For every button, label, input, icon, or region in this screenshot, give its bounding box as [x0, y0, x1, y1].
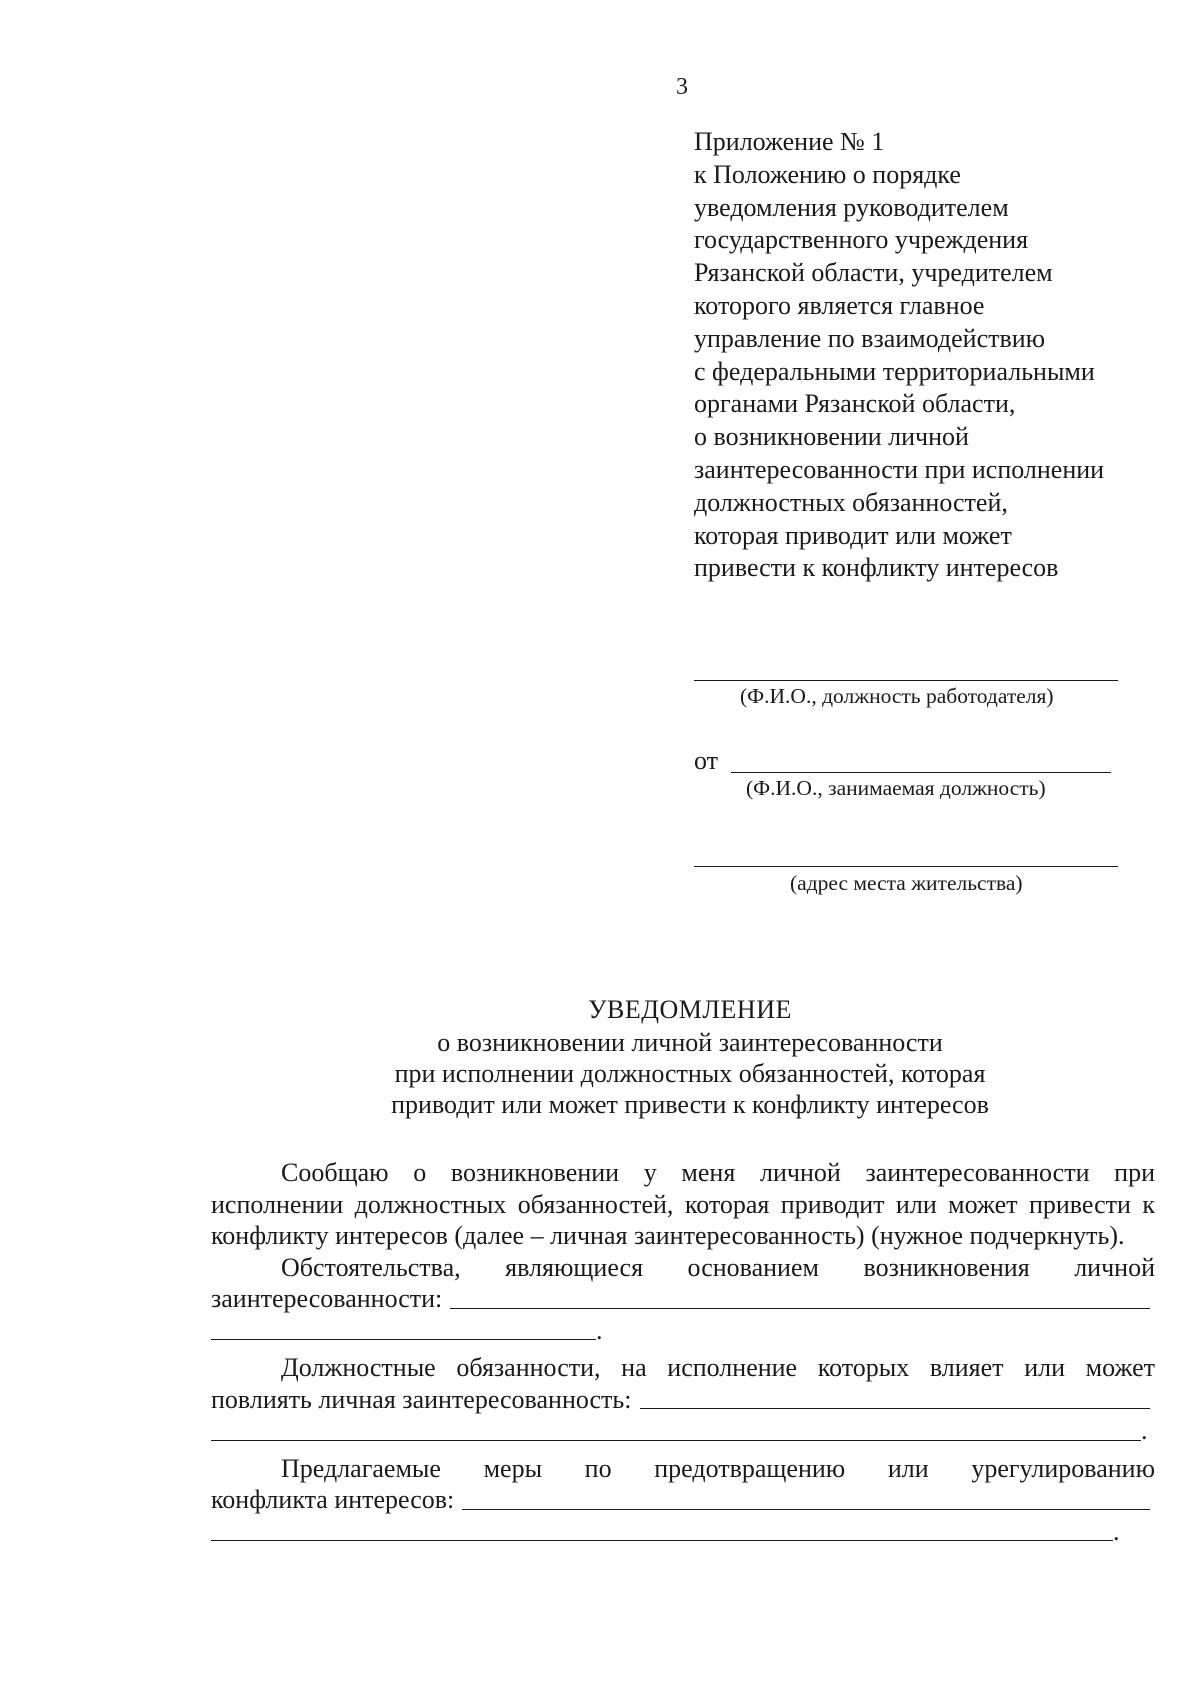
measures-row: [211, 1484, 1155, 1516]
title-heading: УВЕДОМЛЕНИЕ: [588, 995, 792, 1024]
paragraph-duties: Должностные обязанности, на исполнение которых влияет или может: [281, 1353, 1155, 1382]
address-blank-line: [694, 866, 1118, 867]
duties-row: [211, 1384, 1155, 1416]
annex-line: должностных обязанностей,: [694, 487, 1008, 517]
annex-line: уведомления руководителем: [694, 192, 1009, 222]
document-title: [280, 993, 1100, 1120]
measures-blank-line-2[interactable]: [211, 1540, 1113, 1541]
annex-line: которого является главное: [694, 290, 985, 320]
annex-line: Рязанской области, учредителем: [694, 258, 1053, 288]
paragraph-circumstances: Обстоятельства, являющиеся основанием возникновения личной: [281, 1252, 1155, 1282]
measures-blank-line[interactable]: [462, 1509, 1150, 1510]
duties-continuation: [211, 1415, 1155, 1447]
circumstances-blank-line[interactable]: [450, 1308, 1150, 1309]
annex-line: Приложение № 1: [694, 127, 885, 156]
sender-blank-line: [731, 772, 1111, 773]
annex-line: о возникновении личной: [694, 422, 969, 452]
duties-label: повлиять личная заинтересованность:: [211, 1384, 632, 1414]
period-mark: .: [596, 1315, 603, 1345]
period-mark: .: [1141, 1416, 1148, 1445]
annex-line: привести к конфликту интересов: [694, 553, 1059, 583]
circumstances-row: [211, 1283, 1155, 1315]
annex-line: заинтересованности при исполнении: [694, 454, 1105, 484]
annex-line: государственного учреждения: [694, 225, 1029, 255]
notification-body: [211, 1157, 1155, 1547]
annex-header: [694, 126, 1164, 585]
address-caption: (адрес места жительства): [790, 871, 1023, 895]
circumstances-continuation: [211, 1315, 1155, 1347]
duties-blank-line[interactable]: [640, 1408, 1151, 1409]
from-label: от: [694, 746, 719, 775]
measures-continuation: [211, 1516, 1155, 1548]
page-number: 3: [676, 74, 688, 100]
title-line: при исполнении должностных обязанностей, которая: [394, 1059, 986, 1088]
annex-line: управление по взаимодействию: [694, 323, 1046, 353]
annex-line: к Положению о порядке: [694, 159, 961, 189]
title-line: приводит или может привести к конфликту интересов: [391, 1090, 989, 1119]
paragraph-measures: Предлагаемые меры по предотвращению или урегулированию: [281, 1453, 1155, 1483]
paragraph-report: Сообщаю о возникновении у меня личной заинтересованности при исполнении должностных обязанностей, которая приводит или может привести к конфликту интересов (далее – личная заинтересованность) (нужное подчеркнуть).: [211, 1158, 1155, 1250]
annex-line: с федеральными территориальными: [694, 356, 1095, 386]
title-line: о возникновении личной заинтересованности: [437, 1028, 943, 1057]
employer-blank-line: [694, 680, 1118, 681]
sender-caption: (Ф.И.О., занимаемая должность): [746, 776, 1046, 800]
annex-line: органами Рязанской области,: [694, 389, 1016, 419]
duties-blank-line-2[interactable]: [211, 1440, 1141, 1441]
measures-label: конфликта интересов:: [211, 1485, 455, 1514]
employer-caption: (Ф.И.О., должность работодателя): [740, 684, 1054, 708]
circumstances-label: заинтересованности:: [211, 1284, 443, 1313]
period-mark: .: [1113, 1516, 1120, 1546]
annex-line: которая приводит или может: [694, 520, 1012, 550]
circumstances-blank-line-2[interactable]: [211, 1339, 596, 1340]
